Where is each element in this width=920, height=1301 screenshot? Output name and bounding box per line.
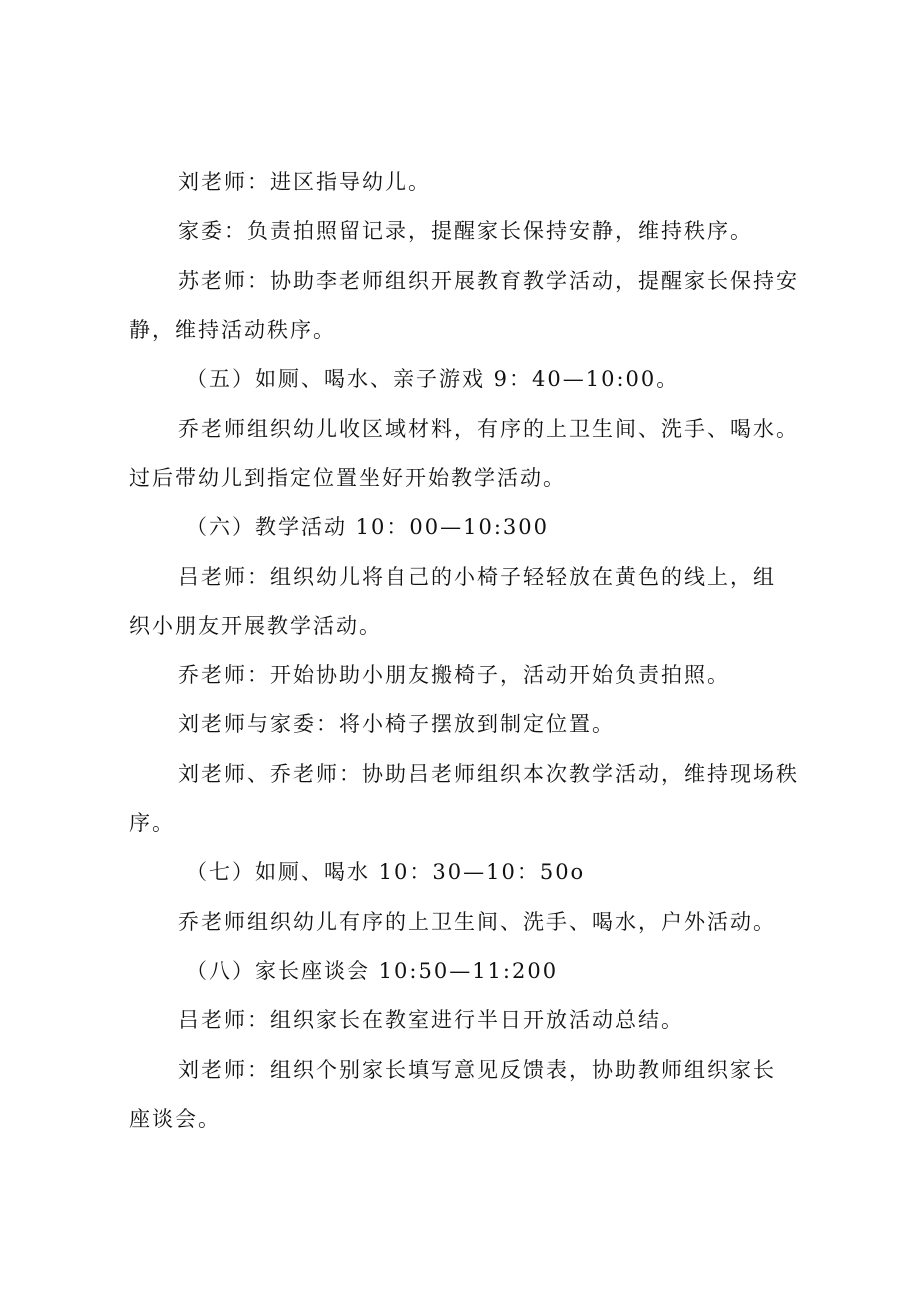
paragraph-line: 刘老师与家委：将小椅子摆放到制定位置。 (178, 712, 615, 736)
paragraph-line: 刘老师、乔老师：协助吕老师组织本次教学活动，维持现场秩 (178, 762, 799, 786)
paragraph-line: 苏老师：协助李老师组织开展教育教学活动，提醒家长保持安 (178, 269, 799, 293)
paragraph-line: 乔老师组织幼儿收区域材料，有序的上卫生间、洗手、喝水。 (178, 417, 799, 441)
paragraph-line: 吕老师：组织家长在教室进行半日开放活动总结。 (178, 1008, 684, 1032)
paragraph-line: 乔老师：开始协助小朋友搬椅子，活动开始负责拍照。 (178, 663, 730, 687)
paragraph-line: 刘老师：进区指导幼儿。 (178, 170, 431, 194)
section-heading: （七）如厕、喝水 10：30—10：50o (186, 860, 586, 884)
paragraph-line: 家委：负责拍照留记录，提醒家长保持安静，维持秩序。 (178, 219, 753, 243)
paragraph-line: 织小朋友开展教学活动。 (129, 614, 382, 638)
paragraph-line: 吕老师：组织幼儿将自己的小椅子轻轻放在黄色的线上，组 (178, 565, 776, 589)
paragraph-line: 过后带幼儿到指定位置坐好开始教学活动。 (129, 466, 566, 490)
paragraph-line: 乔老师组织幼儿有序的上卫生间、洗手、喝水，户外活动。 (178, 910, 776, 934)
section-heading: （六）教学活动 10：00—10:300 (186, 515, 549, 539)
paragraph-line: 静，维持活动秩序。 (129, 318, 336, 342)
section-heading: （八）家长座谈会 10:50—11:200 (186, 959, 559, 983)
paragraph-line: 座谈会。 (129, 1107, 221, 1131)
paragraph-line: 刘老师：组织个别家长填写意见反馈表，协助教师组织家长 (178, 1058, 776, 1082)
section-heading: （五）如厕、喝水、亲子游戏 9：40—10:00。 (186, 367, 680, 391)
paragraph-line: 序。 (129, 811, 175, 835)
